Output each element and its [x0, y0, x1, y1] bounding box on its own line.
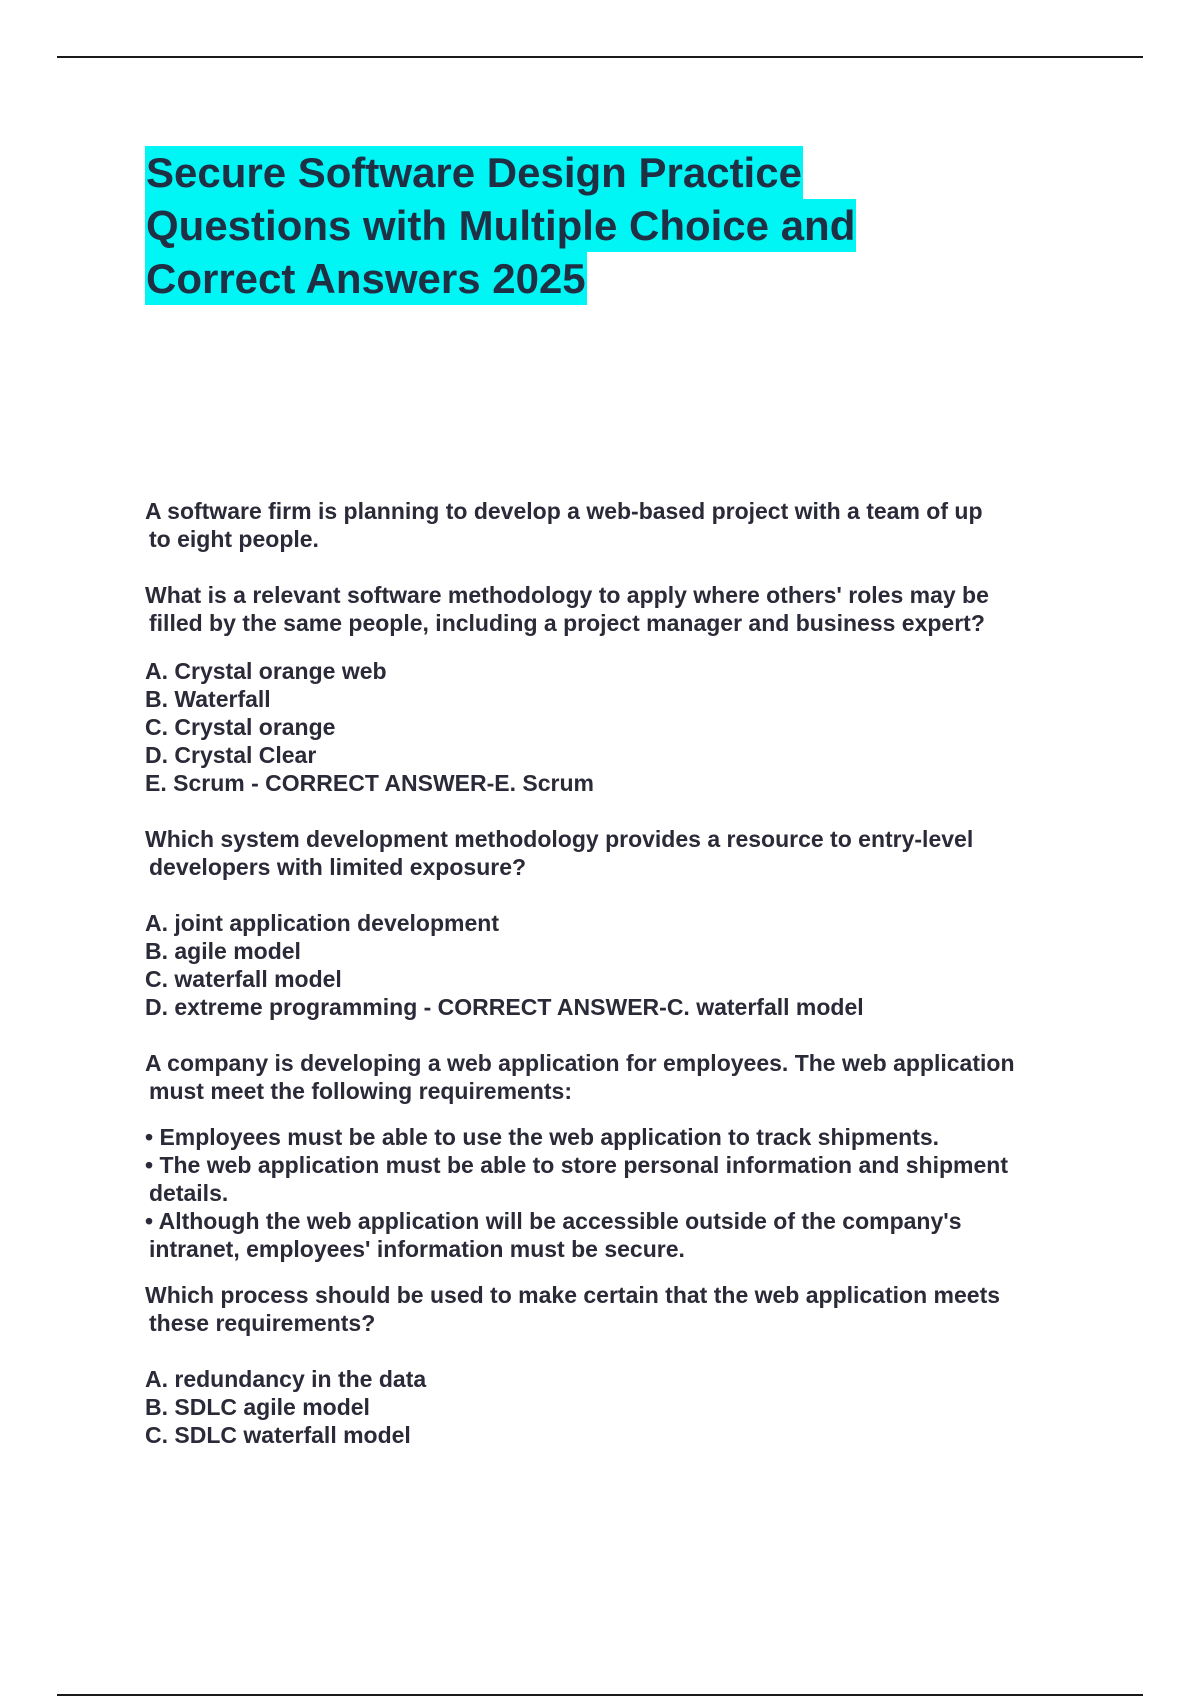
- title-line: Secure Software Design Practice: [145, 146, 803, 199]
- answer-option: B. Waterfall: [145, 686, 271, 712]
- question-2: [145, 825, 1095, 1021]
- answer-option: C. Crystal orange: [145, 714, 336, 740]
- document-title: [145, 146, 1045, 305]
- q2-question: [145, 825, 1095, 881]
- text-line: these requirements?: [149, 1310, 376, 1336]
- bottom-rule: [57, 1694, 1143, 1696]
- q1-scenario: [145, 497, 1095, 553]
- answer-option: A. Crystal orange web: [145, 658, 387, 684]
- q3-options: [145, 1365, 1095, 1449]
- answer-option: B. SDLC agile model: [145, 1394, 370, 1420]
- text-line: Which process should be used to make certain that the web application meets: [145, 1282, 1001, 1308]
- text-line: A software firm is planning to develop a web-based project with a team of up: [145, 498, 983, 524]
- title-line: Questions with Multiple Choice and: [145, 199, 856, 252]
- answer-option: D. Crystal Clear: [145, 742, 317, 768]
- text-line: developers with limited exposure?: [149, 854, 527, 880]
- text-line: to eight people.: [149, 526, 319, 552]
- answer-option-correct: D. extreme programming - CORRECT ANSWER-C. waterfall model: [145, 994, 864, 1020]
- requirement-item: intranet, employees' information must be secure.: [149, 1236, 685, 1262]
- q2-options: [145, 909, 1095, 1021]
- answer-option-correct: E. Scrum - CORRECT ANSWER-E. Scrum: [145, 770, 594, 796]
- answer-option: C. SDLC waterfall model: [145, 1422, 411, 1448]
- document-body: [145, 497, 1095, 1449]
- q3-question: [145, 1281, 1095, 1337]
- answer-option: C. waterfall model: [145, 966, 342, 992]
- title-line: Correct Answers 2025: [145, 252, 587, 305]
- requirement-item: • Although the web application will be accessible outside of the company's: [145, 1208, 962, 1234]
- q1-question: [145, 581, 1095, 637]
- text-line: What is a relevant software methodology to apply where others' roles may be: [145, 582, 989, 608]
- q1-options: [145, 657, 1095, 797]
- requirement-item: • The web application must be able to store personal information and shipment: [145, 1152, 1008, 1178]
- answer-option: A. redundancy in the data: [145, 1366, 427, 1392]
- text-line: must meet the following requirements:: [149, 1078, 572, 1104]
- question-3: [145, 1049, 1095, 1449]
- requirement-item: details.: [149, 1180, 229, 1206]
- text-line: filled by the same people, including a project manager and business expert?: [149, 610, 985, 636]
- question-1: [145, 497, 1095, 797]
- answer-option: B. agile model: [145, 938, 301, 964]
- q3-scenario: [145, 1049, 1095, 1105]
- q3-requirements: [145, 1123, 1095, 1263]
- requirement-item: • Employees must be able to use the web application to track shipments.: [145, 1124, 940, 1150]
- text-line: A company is developing a web application for employees. The web application: [145, 1050, 1015, 1076]
- answer-option: A. joint application development: [145, 910, 499, 936]
- text-line: Which system development methodology provides a resource to entry-level: [145, 826, 974, 852]
- top-rule: [57, 56, 1143, 58]
